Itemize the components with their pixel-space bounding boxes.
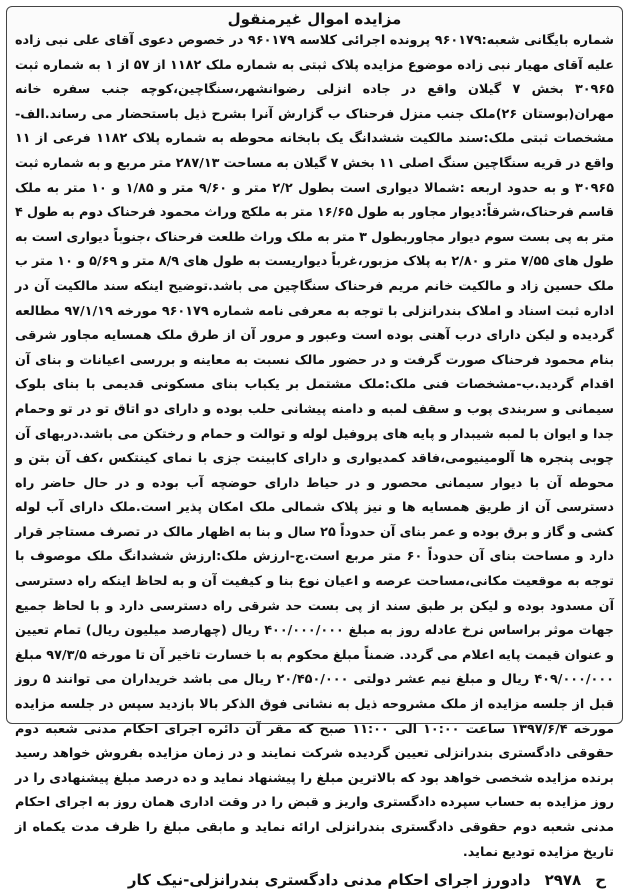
notice-footer — [7, 865, 622, 891]
footer-number: ۲۹۷۸ — [544, 871, 582, 890]
footer-letter: ح — [595, 871, 606, 890]
auction-notice — [6, 6, 623, 890]
notice-body: شماره بایگانی شعبه:۹۶۰۱۷۹ پرونده اجرائی کلاسه ۹۶۰۱۷۹ در خصوص دعوی آقای علی نبی زاده علیه آقای مهیار نبی زاده موضوع مزایده پلاک ثبتی به شماره ملک ۱۱۸۲ از ۵۷ از ۱ به شماره ثبت ۳۰۹۶۵ بخش ۷ گیلان واقع در جاده انزلی رضوانشهر،سنگاچین،کوچه جنب سفره خانه مهران(بوستان ۲۶)ملک جنب منزل فرحناک ب گزارش آنرا بشرح ذیل باستحضار می رساند.الف-مشخصات ثبتی ملک:سند مالکیت ششدانگ یک بابخانه محوطه به شماره پلاک ۱۱۸۲ فرعی از ۱۱ واقع در قریه سنگاچین سنگ اصلی ۱۱ بخش ۷ گیلان به مساحت ۲۸۷/۱۳ متر مربع و به شماره ثبت ۳۰۹۶۵ و به حدود اربعه :شمالا دیواری است بطول ۲/۲ متر و ۹/۶۰ متر و ۱/۸۵ و ۱۰ متر به ملک قاسم فرحناک،شرقاً:دیوار مجاور به طول ۱۶/۶۵ متر به ملکج وراث محمود فرحناک دوم به طول ۴ متر به پی بست سوم دیوار مجاوربطول ۳ متر به ملک وراث طلعت فرحناک ،جنوباً دیواری است به طول های ۷/۵۵ متر و ۲/۸۰ به پلاک مزبور،غرباً دیواریست به طول های ۸/۹ متر و ۵/۶۹ و ۱۰ متر ب ملک حسین زاد و مالکیت خانم مریم فرحناک سنگاچین می باشد.توضیح اینکه سند مالکیت آن در اداره ثبت اسناد و املاک بندرانزلی با توجه به معرفی نامه شماره ۹۶۰۱۷۹ مورخه ۹۷/۱/۱۹ مطالعه گردیده و لیکن دارای درب آهنی بوده است وعبور و مرور آن از طرق ملک همسایه مجاور شرقی بنام محمود فرحناک صورت گرفت و در حضور مالک نسبت به معاینه و بررسی اعیانات و بنای آن اقدام گردید.ب-مشخصات فنی ملک:ملک مشتمل بر یکباب بنای مسکونی قدیمی با بنای بلوک سیمانی و سربندی پوب و سقف لمبه و دامنه پیشانی حلب بوده و دارای دو اتاق تو در تو وحمام جدا و ایوان با لمبه شیبدار و پایه های پروفیل لوله و توالت و حمام و رختکن می باشد.دربهای آن چوبی پنجره ها آلومینیومی،فاقد کمدیواری و دارای کابینت جزی با نمای کینتکس ،کف آن بتن و محوطه آن با دیوار سیمانی محصور و در حیاط دارای حوضچه آب بوده و در حال حاضر راه دسترسی آن از طریق همسایه ها و نیز پلاک شمالی ملک امکان پذیر است.ملک دارای آب لوله کشی و گاز و برق بوده و عمر بنای آن حدوداً ۲۵ سال و بنا به اظهار مالک در تصرف مستاجر قرار دارد و مساحت بنای آن حدوداً ۶۰ متر مربع است.ج-ارزش ملک:ارزش ششدانگ ملک موصوف با توجه به موقعیت مکانی،مساحت عرصه و اعیان نوع بنا و کیفیت آن و به لحاظ اینکه راه دسترسی آن مسدود بوده و لیکن بر طبق سند از پی بست حد شرقی راه دسترسی دارد و با لحاظ جمیع جهات موثر براساس نرخ عادله روز به مبلغ ۴۰۰/۰۰۰/۰۰۰ ریال (چهارصد میلیون ریال) تمام تعیین و عنوان قیمت پایه اعلام می گردد. ضمناً مبلغ محکوم به با خسارت تاخیر آن تا مورخه ۹۷/۳/۵ مبلغ ۴۰۹/۰۰۰/۰۰۰ ریال و مبلغ نیم عشر دولتی ۲۰/۴۵۰/۰۰۰ ریال می باشد خریداران می توانند ۵ روز قبل از جلسه مزایده از ملک مشروحه ذیل به نشانی فوق الذکر بالا بازدید سپس در جلسه مزایده مورخه ۱۳۹۷/۶/۴ ساعت ۱۰:۰۰ الی ۱۱:۰۰ صبح که مقر آن دائره اجرای احکام مدنی شعبه دوم حقوقی دادگستری بندرانزلی تعیین گردیده شرکت نمایند و در زمان مزایده بفروش خواهد رسید برنده مزایده شخصی خواهد بود که بالاترین مبلغ را پیشنهاد نماید و ده درصد مبلغ پیشنهادی را در روز مزایده به حساب سپرده دادگستری واریز و قبض را در وقت اداری همان روز به اجرای احکام مدنی شعبه دوم حقوقی دادگستری بندرانزلی ارائه نماید و مابقی مبلغ را ظرف مدت یکماه از تاریخ مزایده تودیع نماید. — [15, 33, 615, 860]
notice-title: مزایده اموال غیرمنقول — [227, 10, 402, 28]
footer-signature: دادورز اجرای احکام مدنی دادگستری بندرانزلی-نیک کار — [127, 871, 531, 890]
